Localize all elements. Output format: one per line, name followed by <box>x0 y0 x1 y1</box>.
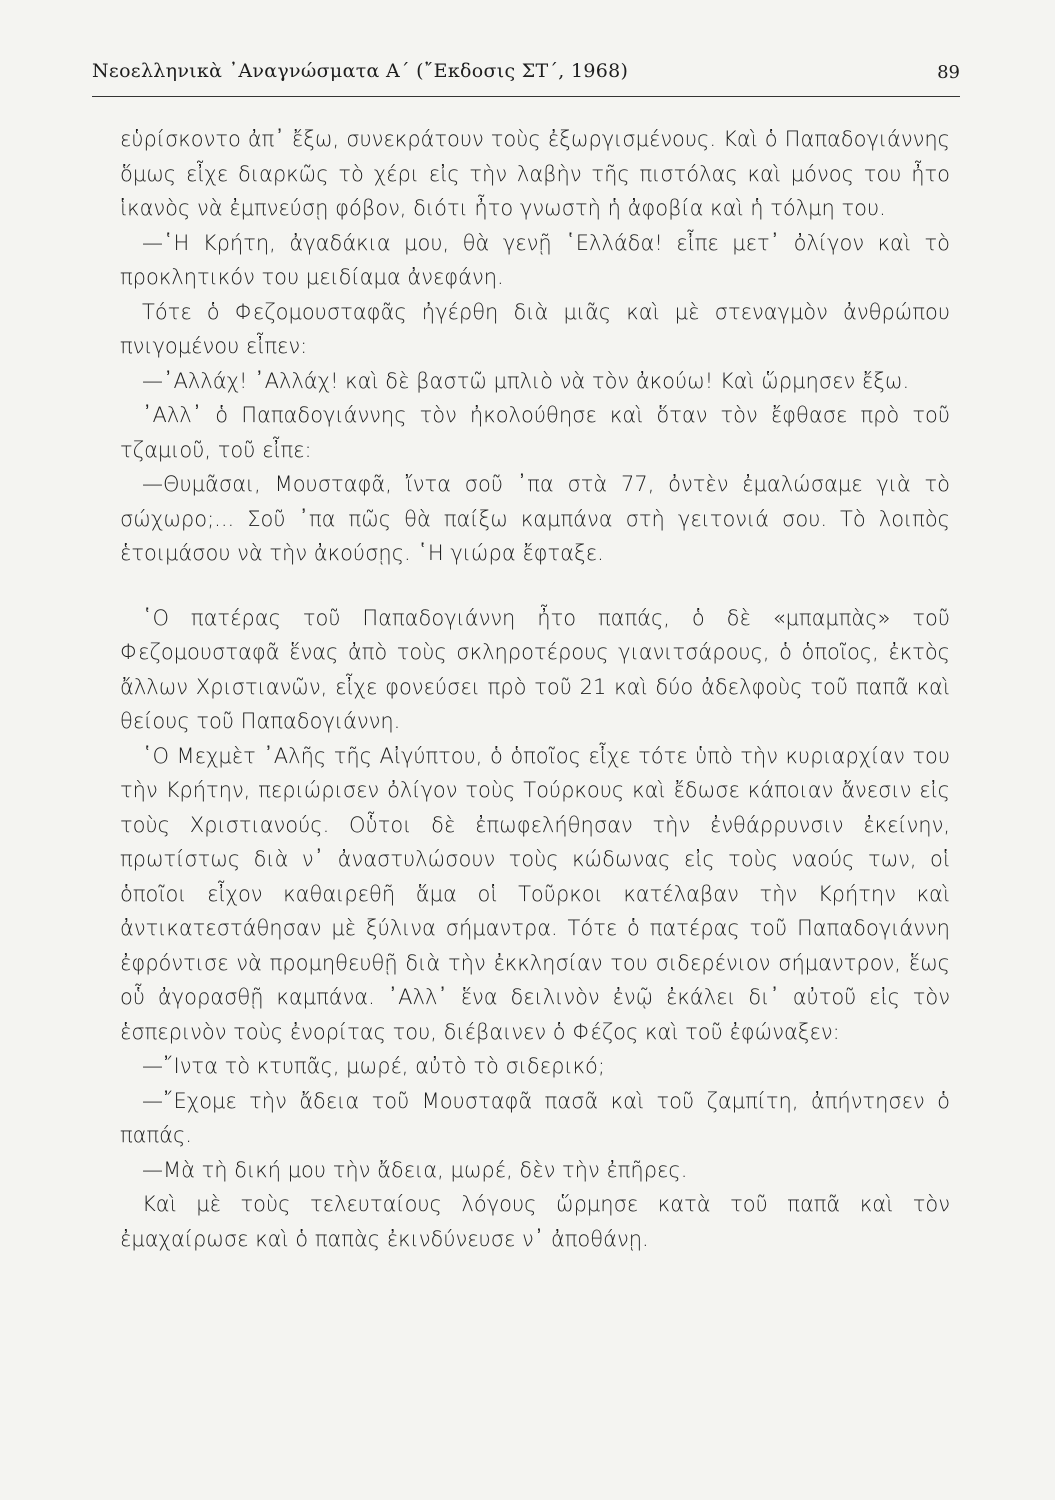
paragraph: ᾿Αλλ᾿ ὁ Παπαδογιάννης τὸν ἠκολούθησε καὶ ὅταν τὸν ἔφθασε πρὸ τοῦ τζαμιοῦ, τοῦ εἶπε: <box>120 403 950 462</box>
paragraph: —῎Εχομε τὴν ἄδεια τοῦ Μουσταφᾶ πασᾶ καὶ τοῦ ζαμπίτη, ἀπήντησεν ὁ παπάς. <box>120 1088 950 1147</box>
paragraph: —Μὰ τὴ δική μου τὴν ἄδεια, μωρέ, δὲν τὴν ἐπῆρες. <box>142 1157 688 1182</box>
header-title: Νεοελληνικὰ ᾿Αναγνώσματα Α΄ (῎Εκδοσις ΣΤ΄, 1968) <box>92 60 629 82</box>
paragraph: ῾Ο Μεχμὲτ ᾿Αλῆς τῆς Αἰγύπτου, ὁ ὁποῖος εἶχε τότε ὑπὸ τὴν κυριαρχίαν του τὴν Κρήτην, περιώρισεν ὀλίγον τοὺς Τούρκους καὶ ἔδωσε κάποιαν ἄνεσιν εἰς τοὺς Χριστιανούς. Οὗτοι δὲ ἐπωφελήθησαν τὴν ἐνθάρρυνσιν ἐκείνην, πρωτίστως διὰ ν᾿ ἀναστυλώσουν τοὺς κώδωνας εἰς τοὺς ναούς των, οἱ ὁποῖοι εἶχον καθαιρεθῆ ἅμα οἱ Τοῦρκοι κατέλαβαν τὴν Κρήτην καὶ ἀντικατεστάθησαν μὲ ξύλινα σήμαντρα. Τότε ὁ πατέρας τοῦ Παπαδογιάννη ἐφρόντισε νὰ προμηθευθῇ διὰ τὴν ἐκκλησίαν του σιδερένιον σήμαντρον, ἕως οὗ ἀγορασθῇ καμπάνα. ᾿Αλλ᾿ ἕνα δειλινὸν ἐνῷ ἐκάλει δι᾿ αὐτοῦ εἰς τὸν ἑσπερινὸν τοὺς ἐνορίτας του, διέβαινεν ὁ Φέζος καὶ τοῦ ἐφώναξεν: <box>120 743 950 1044</box>
running-header <box>92 60 960 92</box>
paragraph: —῎Ιντα τὸ κτυπᾶς, μωρέ, αὐτὸ τὸ σιδερικό; <box>142 1054 605 1078</box>
page-number: 89 <box>937 62 960 83</box>
paragraph: —῾Η Κρήτη, ἀγαδάκια μου, θὰ γενῇ ῾Ελλάδα! εἶπε μετ᾿ ὀλίγον καὶ τὸ προκλητικόν του μειδίαμα ἀνεφάνη. <box>120 230 950 289</box>
paragraph: Καὶ μὲ τοὺς τελευταίους λόγους ὥρμησε κατὰ τοῦ παπᾶ καὶ τὸν ἐμαχαίρωσε καὶ ὁ παπὰς ἐκινδύνευσε ν᾿ ἀποθάνῃ. <box>120 1192 950 1251</box>
header-rule <box>92 96 960 97</box>
paragraph: εὑρίσκοντο ἀπ᾿ ἔξω, συνεκράτουν τοὺς ἐξωργισμένους. Καὶ ὁ Παπαδογιάννης ὅμως εἶχε διαρκῶς τὸ χέρι εἰς τὴν λαβὴν τῆς πιστόλας καὶ μόνος του ἦτο ἱκανὸς νὰ ἐμπνεύσῃ φόβον, διότι ἦτο γνωστὴ ἡ ἀφοβία καὶ ἡ τόλμη του. <box>120 127 950 220</box>
paragraph: —᾿Αλλάχ! ᾿Αλλάχ! καὶ δὲ βαστῶ μπλιὸ νὰ τὸν ἀκούω! Καὶ ὥρμησεν ἔξω. <box>142 368 910 393</box>
paragraph: Τότε ὁ Φεζομουσταφᾶς ἠγέρθη διὰ μιᾶς καὶ μὲ στεναγμὸν ἀνθρώπου πνιγομένου εἶπεν: <box>120 299 950 358</box>
body-text <box>120 122 950 1256</box>
paragraph: —Θυμᾶσαι, Μουσταφᾶ, ἴντα σοῦ ᾿πα στὰ 77, ὀντὲν ἐμαλώσαμε γιὰ τὸ σώχωρο;... Σοῦ ᾿πα πῶς θὰ παίξω καμπάνα στὴ γειτονιά σου. Τὸ λοιπὸς ἑτοιμάσου νὰ τὴν ἀκούσῃς. ῾Η γιώρα ἔφταξε. <box>120 472 950 565</box>
paragraph: ῾Ο πατέρας τοῦ Παπαδογιάννη ἦτο παπάς, ὁ δὲ «μπαμπὰς» τοῦ Φεζομουσταφᾶ ἕνας ἀπὸ τοὺς σκληροτέρους γιανιτσάρους, ὁ ὁποῖος, ἐκτὸς ἄλλων Χριστιανῶν, εἶχε φονεύσει πρὸ τοῦ 21 καὶ δύο ἀδελφοὺς τοῦ παπᾶ καὶ θείους τοῦ Παπαδογιάννη. <box>120 605 950 733</box>
